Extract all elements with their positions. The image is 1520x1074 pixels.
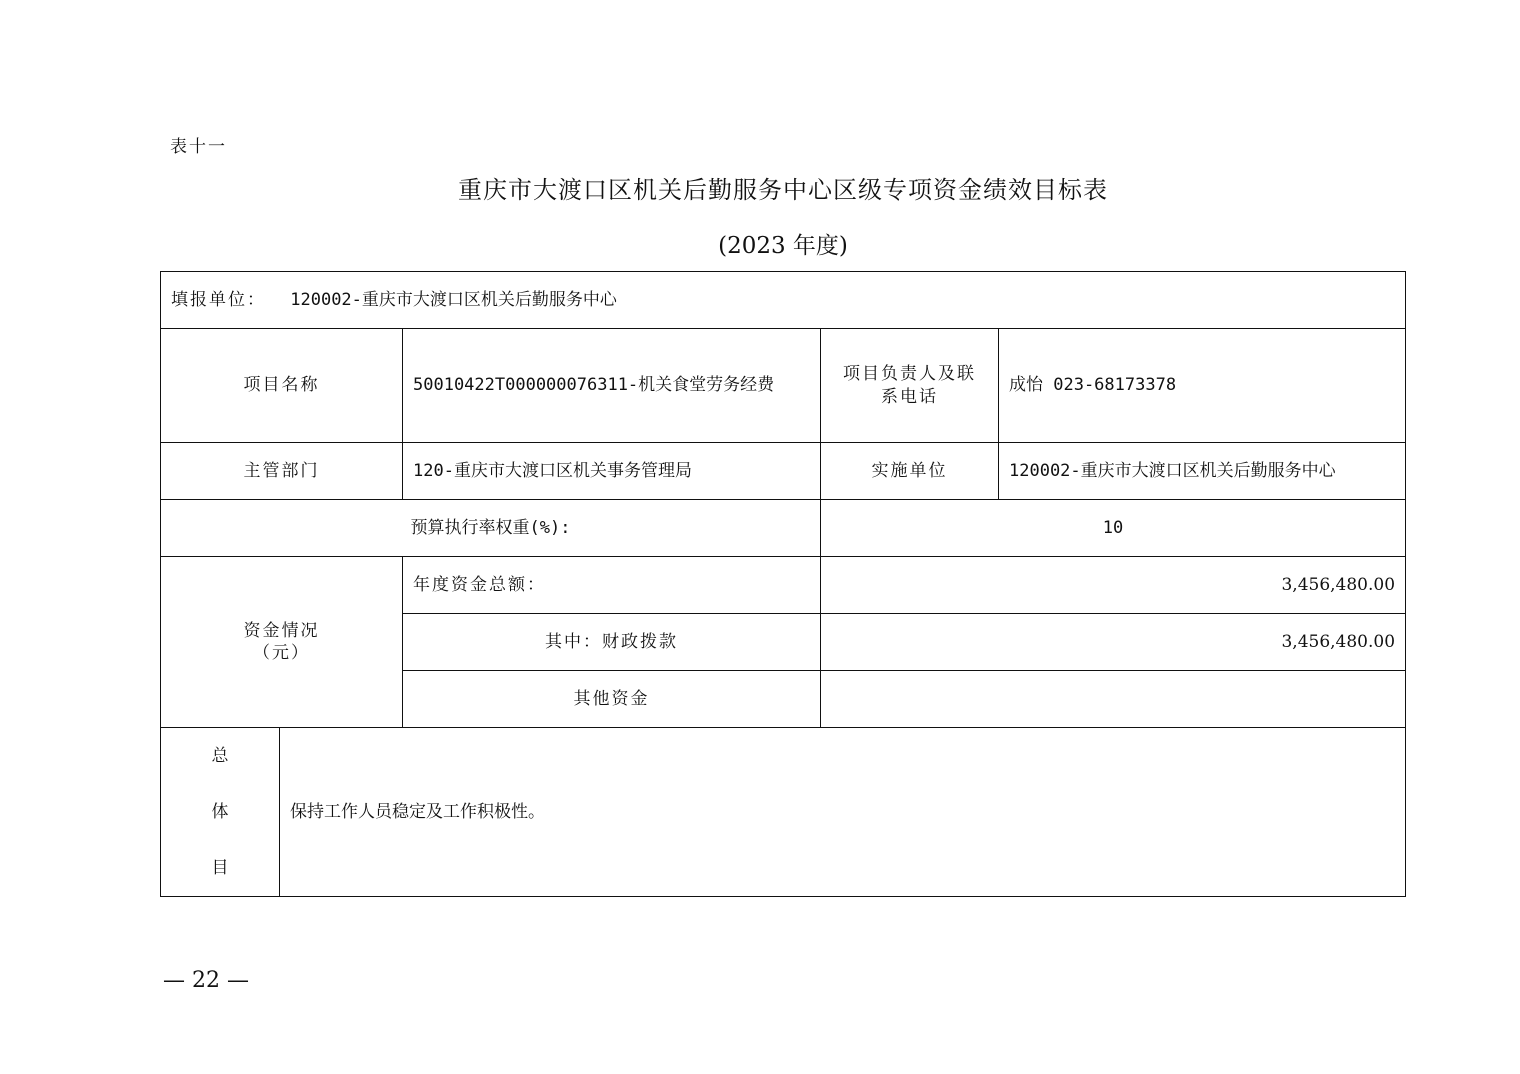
fiscal-label: 其中：财政拨款: [403, 614, 821, 671]
project-name-label: 项目名称: [161, 329, 403, 443]
table-row: [161, 272, 1406, 329]
table-row: [161, 728, 1406, 897]
reporting-unit-value: 120002-重庆市大渡口区机关后勤服务中心: [290, 289, 617, 310]
funds-label: [161, 557, 403, 728]
fiscal-value: 3,456,480.00: [821, 614, 1406, 671]
funds-label-line2: （元）: [253, 643, 310, 663]
dept-label: 主管部门: [161, 443, 403, 500]
goal-label-char: 体: [211, 802, 229, 822]
funds-label-line1: 资金情况: [243, 620, 320, 641]
page-number: — 22 —: [163, 968, 249, 993]
contact-value: 成怡 023-68173378: [999, 329, 1406, 443]
table-row: [161, 443, 1406, 500]
contact-label-line1: 项目负责人及联: [843, 364, 976, 385]
overall-goal-label: [161, 728, 280, 897]
document-year: (2023 年度): [718, 233, 848, 259]
project-name-value: 50010422T000000076311-机关食堂劳务经费: [403, 329, 821, 443]
performance-target-table: [160, 271, 1406, 897]
weight-label: 预算执行率权重(%):: [161, 500, 821, 557]
table-number: 表十一: [170, 137, 227, 157]
impl-label: 实施单位: [821, 443, 999, 500]
table-row: [161, 557, 1406, 614]
dept-value: 120-重庆市大渡口区机关事务管理局: [403, 443, 821, 500]
goal-label-char: 总: [211, 746, 229, 766]
weight-value: 10: [821, 500, 1406, 557]
annual-total-value: 3,456,480.00: [821, 557, 1406, 614]
other-funds-value: [821, 671, 1406, 728]
goal-label-char: 目: [211, 858, 229, 878]
document-title: 重庆市大渡口区机关后勤服务中心区级专项资金绩效目标表: [458, 176, 1108, 204]
reporting-unit-cell: [161, 272, 1406, 329]
table-row: [161, 329, 1406, 443]
reporting-unit-label: 填报单位：: [171, 289, 266, 310]
overall-goal-value: 保持工作人员稳定及工作积极性。: [280, 728, 1406, 897]
contact-label: [821, 329, 999, 443]
table-row: [161, 500, 1406, 557]
other-funds-label: 其他资金: [403, 671, 821, 728]
contact-label-line2: 系电话: [881, 386, 938, 407]
annual-total-label: 年度资金总额：: [403, 557, 821, 614]
impl-value: 120002-重庆市大渡口区机关后勤服务中心: [999, 443, 1406, 500]
